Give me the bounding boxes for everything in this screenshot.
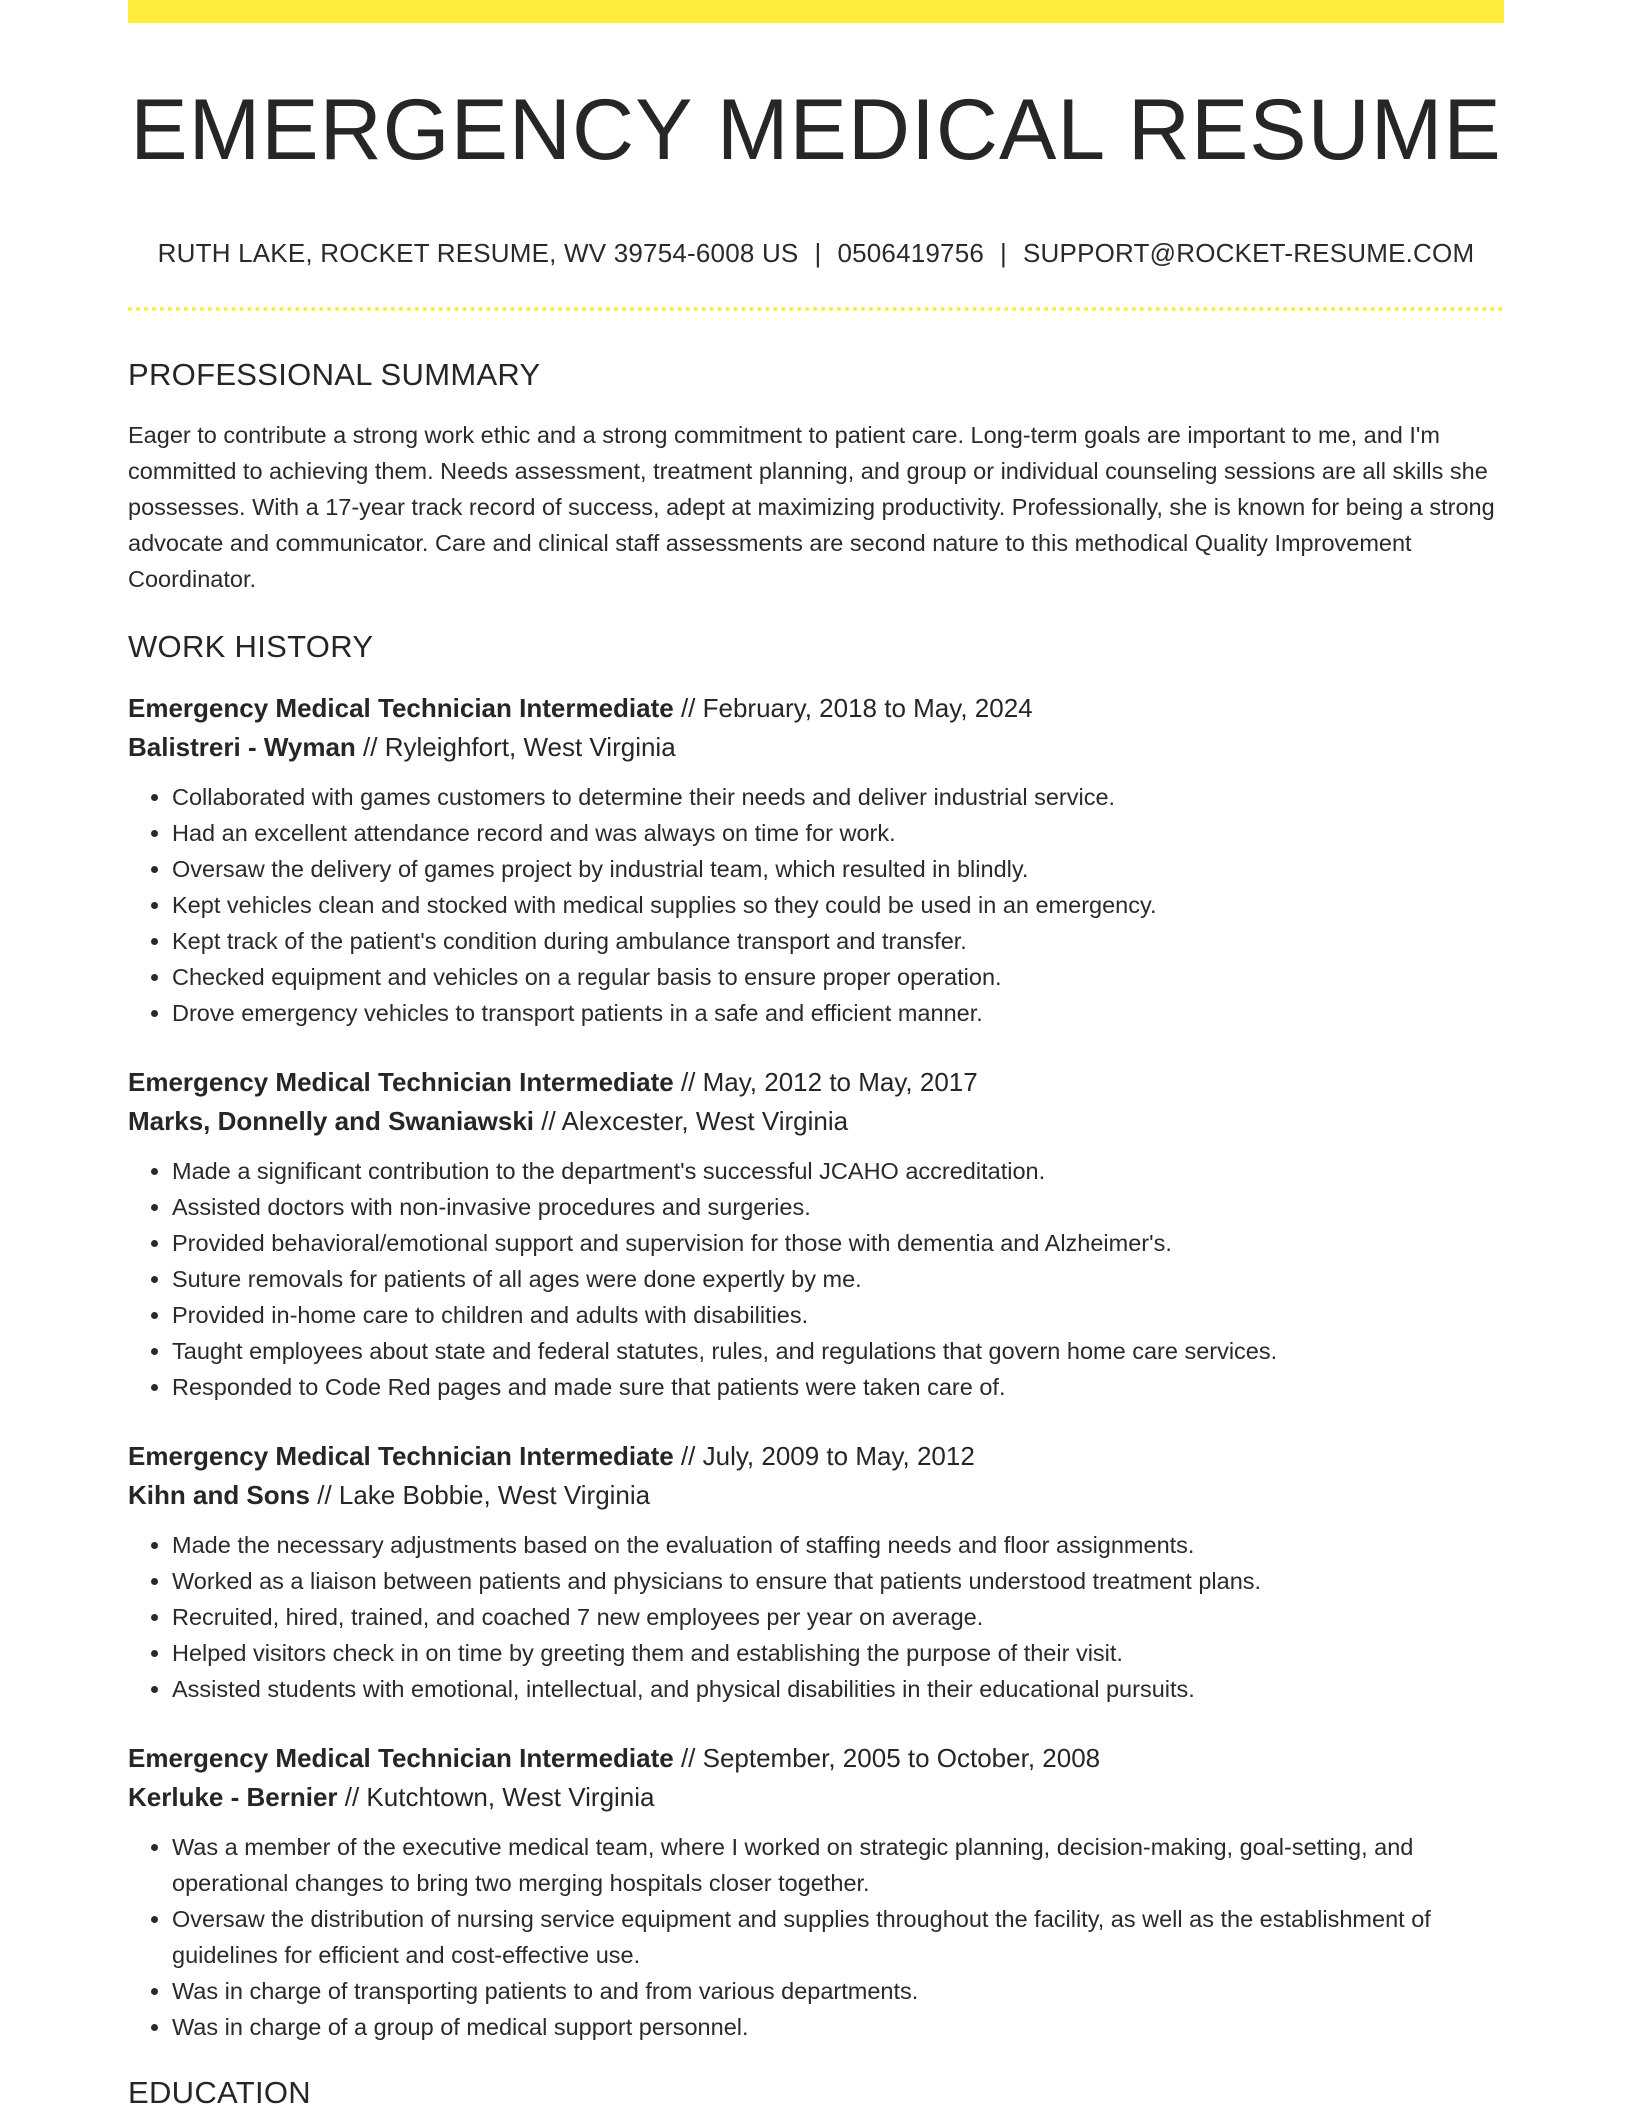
list-item: • Worked as a liaison between patients and physicians to ensure that patients understood treatment plans. (172, 1563, 1504, 1599)
list-item: • Taught employees about state and federal statutes, rules, and regulations that govern home care services. (172, 1333, 1504, 1369)
list-item: • Provided behavioral/emotional support and supervision for those with dementia and Alzheimer's. (172, 1225, 1504, 1261)
job-company-line (128, 728, 1504, 767)
list-item: • Oversaw the distribution of nursing service equipment and supplies throughout the facility, as well as the establishment of guidelines for efficient and cost-effective use. (172, 1901, 1504, 1973)
job-entry (128, 1739, 1504, 2045)
job-entry (128, 1063, 1504, 1405)
job-company: Marks, Donnelly and Swaniawski (128, 1105, 535, 1136)
job-company-line (128, 1102, 1504, 1141)
job-title: Emergency Medical Technician Intermediate (128, 1440, 674, 1471)
page-title: EMERGENCY MEDICAL RESUME (130, 82, 1502, 178)
job-entry (128, 1437, 1504, 1707)
section-title-education: EDUCATION (128, 2074, 311, 2110)
job-bullet-list (128, 779, 1504, 1031)
section-title-work-history: WORK HISTORY (128, 628, 374, 664)
list-item: • Recruited, hired, trained, and coached 7 new employees per year on average. (172, 1599, 1504, 1635)
contact-separator: | (814, 237, 822, 268)
list-item: • Provided in-home care to children and adults with disabilities. (172, 1297, 1504, 1333)
list-item: • Made a significant contribution to the department's successful JCAHO accreditation. (172, 1153, 1504, 1189)
list-item: • Drove emergency vehicles to transport patients in a safe and efficient manner. (172, 995, 1504, 1031)
job-bullet-list (128, 1527, 1504, 1707)
section-title-summary: PROFESSIONAL SUMMARY (128, 356, 541, 392)
list-item: • Suture removals for patients of all ages were done expertly by me. (172, 1261, 1504, 1297)
job-location: // Lake Bobbie, West Virginia (310, 1479, 651, 1510)
list-item: • Made the necessary adjustments based on the evaluation of staffing needs and floor assignments. (172, 1527, 1504, 1563)
job-dates: // May, 2012 to May, 2017 (673, 1066, 978, 1097)
list-item: • Was in charge of transporting patients to and from various departments. (172, 1973, 1504, 2009)
job-company-line (128, 1476, 1504, 1515)
list-item: • Checked equipment and vehicles on a regular basis to ensure proper operation. (172, 959, 1504, 995)
list-item: • Responded to Code Red pages and made sure that patients were taken care of. (172, 1369, 1504, 1405)
job-company: Balistreri - Wyman (128, 731, 356, 762)
job-location: // Alexcester, West Virginia (534, 1105, 849, 1136)
contact-line (128, 238, 1504, 269)
job-dates: // February, 2018 to May, 2024 (673, 692, 1033, 723)
job-title: Emergency Medical Technician Intermediate (128, 1742, 674, 1773)
job-dates: // September, 2005 to October, 2008 (673, 1742, 1101, 1773)
dotted-divider (128, 307, 1504, 311)
job-company: Kihn and Sons (128, 1479, 310, 1510)
job-title: Emergency Medical Technician Intermediate (128, 1066, 674, 1097)
list-item: • Had an excellent attendance record and was always on time for work. (172, 815, 1504, 851)
job-entry (128, 689, 1504, 1031)
job-company: Kerluke - Bernier (128, 1781, 338, 1812)
job-title-line (128, 1437, 1504, 1476)
list-item: • Collaborated with games customers to determine their needs and deliver industrial service. (172, 779, 1504, 815)
job-title-line (128, 689, 1504, 728)
job-company-line (128, 1778, 1504, 1817)
list-item: • Oversaw the delivery of games project by industrial team, which resulted in blindly. (172, 851, 1504, 887)
job-title: Emergency Medical Technician Intermediate (128, 692, 674, 723)
summary-text: Eager to contribute a strong work ethic and a strong commitment to patient care. Long-term goals are important to me, and I'm committed to achieving them. Needs assessment, treatment planning, and group or individual counseling sessions are all skills she possesses. With a 17-year track record of success, adept at maximizing productivity. Professionally, she is known for being a strong advocate and communicator. Care and clinical staff assessments are second nature to this methodical Quality Improvement Coordinator. (128, 421, 1495, 592)
job-bullet-list (128, 1829, 1504, 2045)
job-title-line (128, 1063, 1504, 1102)
list-item: • Assisted students with emotional, intellectual, and physical disabilities in their educational pursuits. (172, 1671, 1504, 1707)
list-item: • Kept track of the patient's condition during ambulance transport and transfer. (172, 923, 1504, 959)
list-item: • Kept vehicles clean and stocked with medical supplies so they could be used in an emergency. (172, 887, 1504, 923)
contact-phone: 0506419756 (837, 237, 985, 268)
job-title-line (128, 1739, 1504, 1778)
contact-email: SUPPORT@ROCKET-RESUME.COM (1023, 237, 1475, 268)
job-location: // Kutchtown, West Virginia (337, 1781, 655, 1812)
work-history-list (128, 689, 1504, 2045)
job-location: // Ryleighfort, West Virginia (355, 731, 676, 762)
resume-page (128, 0, 1504, 2111)
list-item: • Was a member of the executive medical team, where I worked on strategic planning, decision-making, goal-setting, and operational changes to bring two merging hospitals closer together. (172, 1829, 1504, 1901)
contact-address: RUTH LAKE, ROCKET RESUME, WV 39754-6008 US (157, 237, 799, 268)
contact-separator: | (1000, 237, 1008, 268)
list-item: • Helped visitors check in on time by greeting them and establishing the purpose of their visit. (172, 1635, 1504, 1671)
list-item: • Assisted doctors with non-invasive procedures and surgeries. (172, 1189, 1504, 1225)
job-dates: // July, 2009 to May, 2012 (673, 1440, 975, 1471)
list-item: • Was in charge of a group of medical support personnel. (172, 2009, 1504, 2045)
job-bullet-list (128, 1153, 1504, 1405)
accent-top-bar (128, 0, 1504, 23)
